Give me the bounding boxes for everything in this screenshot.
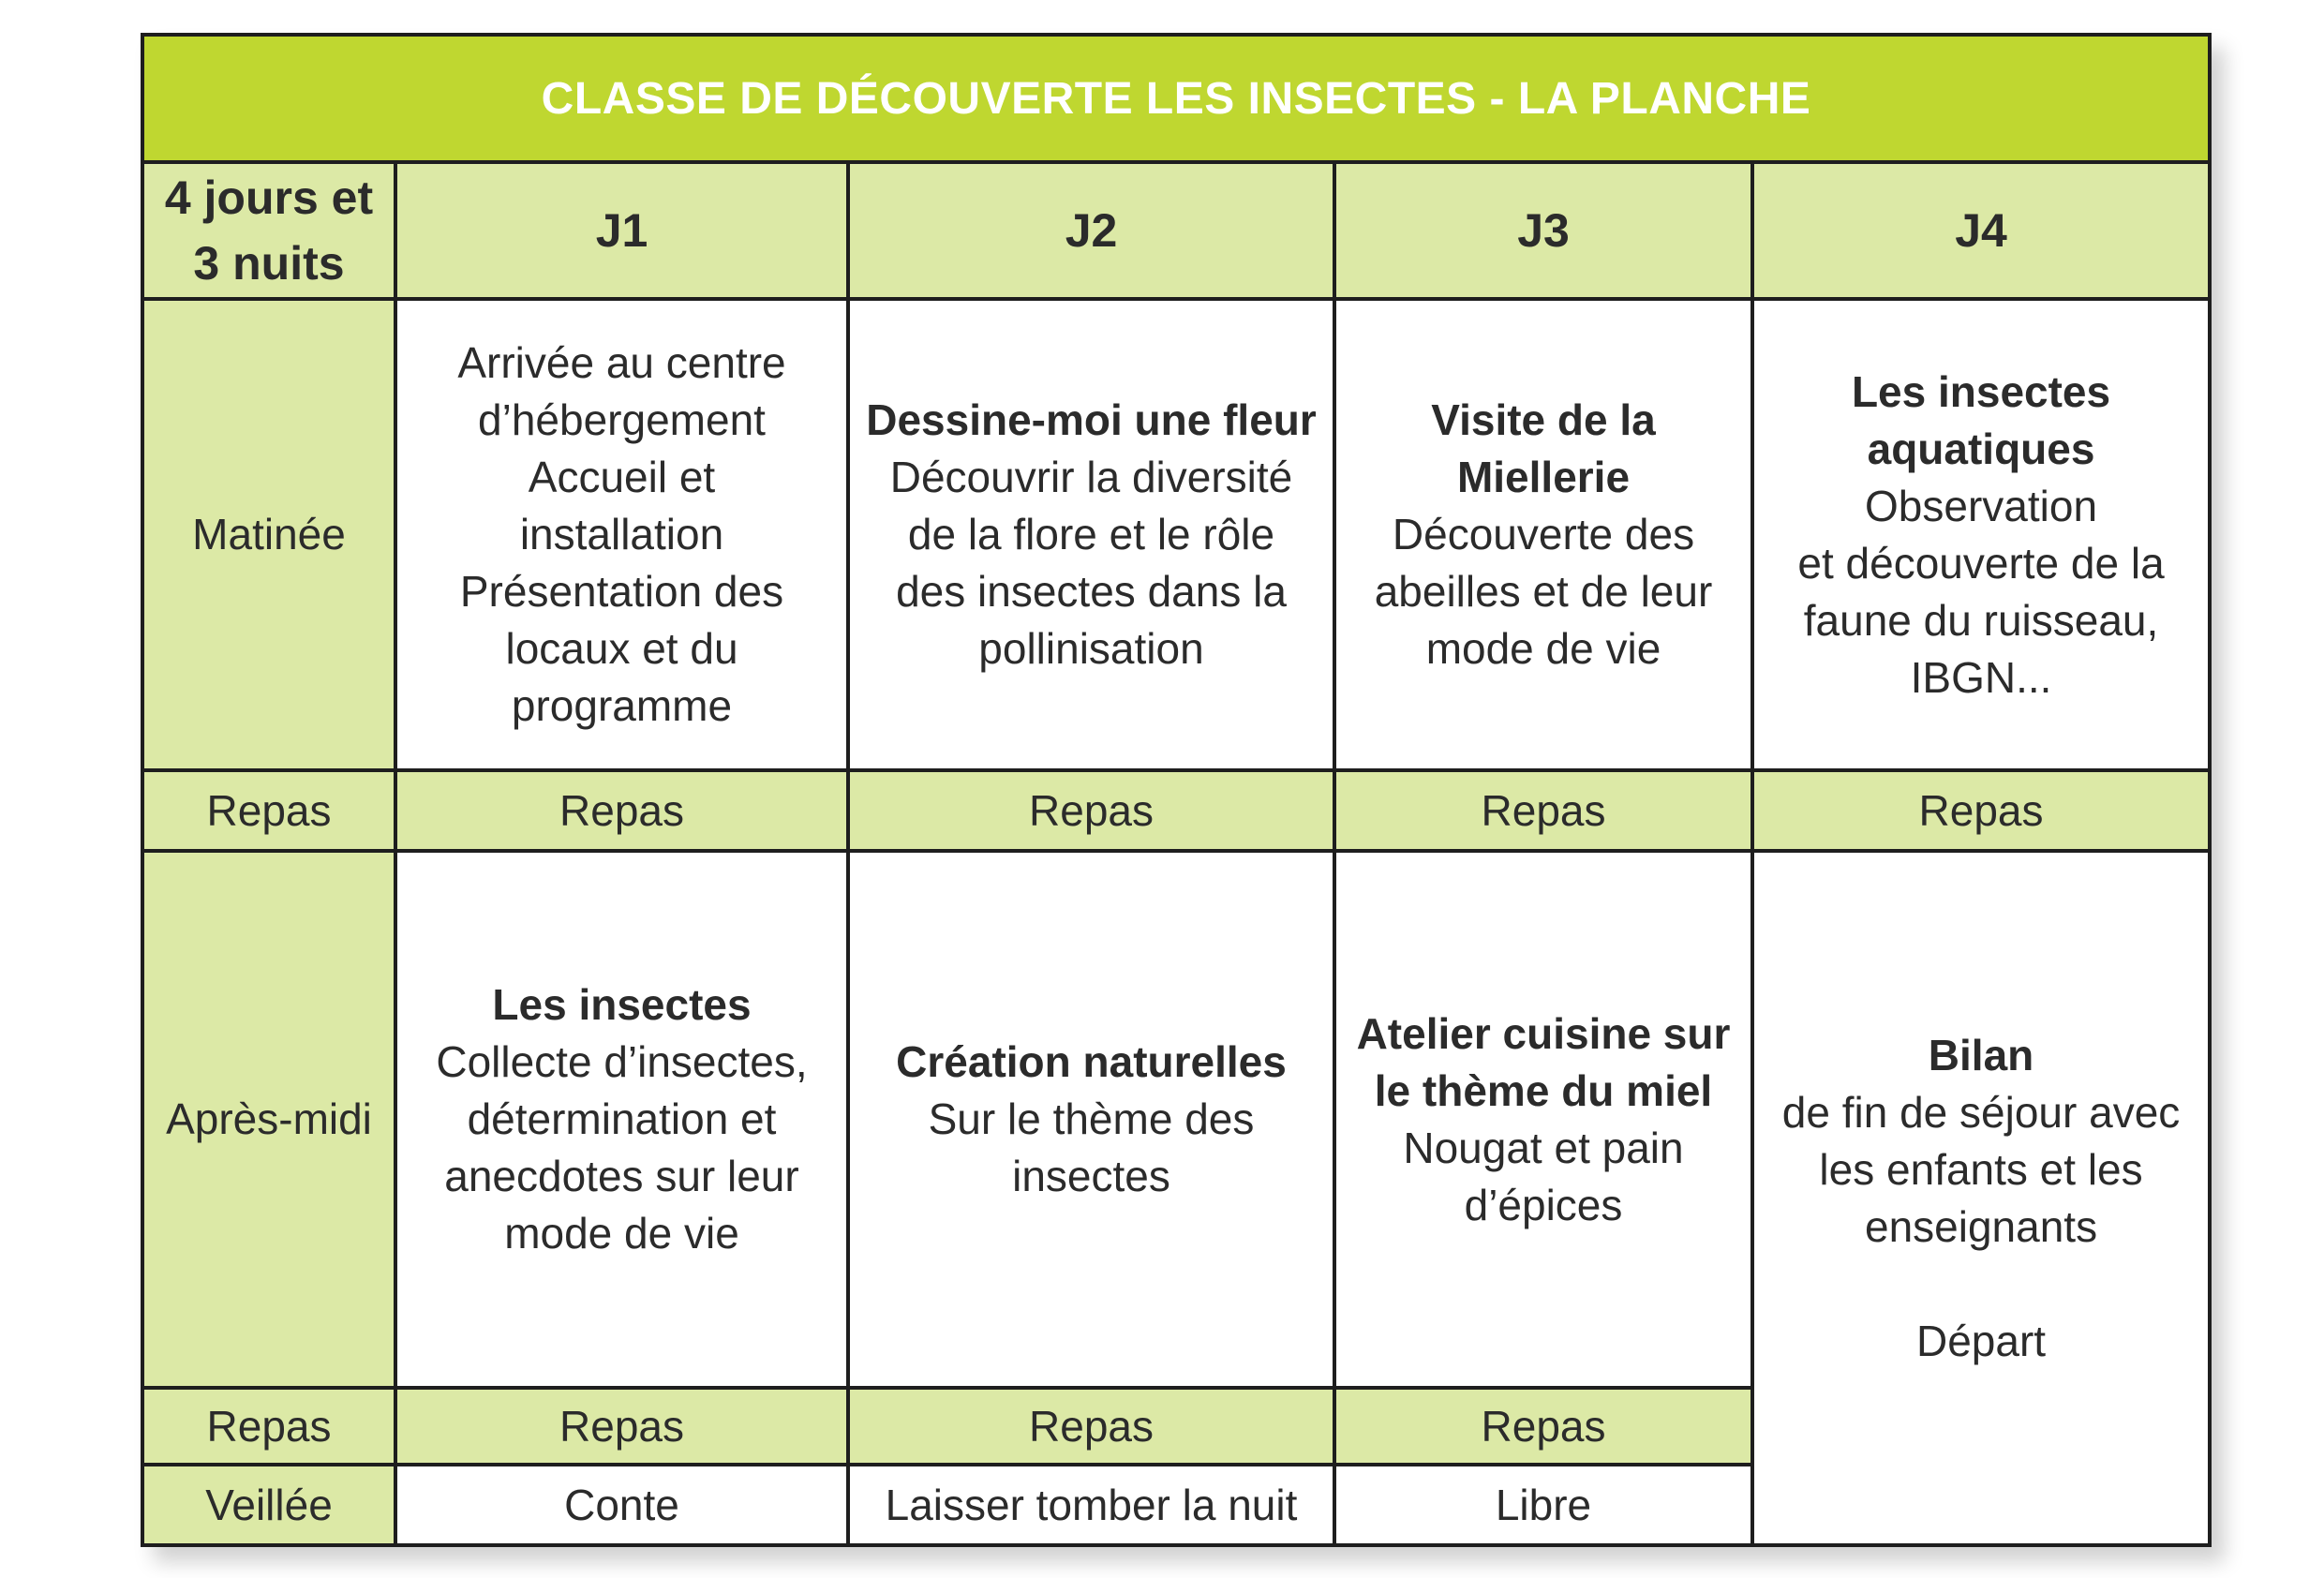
spacer [1767, 1256, 2195, 1313]
activity-line: Présentation des [459, 567, 784, 616]
activity-line: et découverte de la [1797, 538, 2165, 588]
repas-cell: Repas [1752, 770, 2210, 851]
activity-title: Les insectes [1851, 366, 2111, 416]
schedule-table [141, 33, 2212, 1547]
activity-line: mode de vie [1425, 624, 1661, 673]
activity-line: programme [511, 681, 733, 730]
repas-cell: Repas [395, 1388, 848, 1465]
activity-line: mode de vie [504, 1209, 739, 1258]
activity-line: IBGN... [1910, 652, 2052, 702]
matinee-j1-cell [395, 299, 848, 770]
activity-line: Collecte d’insectes, [436, 1037, 808, 1086]
activity-line: pollinisation [978, 624, 1204, 673]
activity-line: Arrivée au centre [457, 338, 786, 387]
row-label-matinee: Matinée [142, 299, 395, 770]
activity-line: les enfants et les [1819, 1144, 2143, 1194]
activity-title: Visite de la [1431, 395, 1656, 444]
day-header-j1: J1 [395, 162, 848, 299]
duration-label-line: 3 nuits [193, 237, 345, 290]
title-row [142, 35, 2210, 162]
activity-title: Miellerie [1456, 453, 1631, 501]
activity-line: de fin de séjour avec [1781, 1087, 2181, 1137]
activity-title: aquatiques [1867, 424, 2095, 473]
activity-title: Atelier cuisine sur [1356, 1008, 1731, 1058]
activity-line: faune du ruisseau, [1803, 595, 2159, 645]
repas-cell: Repas [1334, 1388, 1752, 1465]
apres-midi-j4-cell [1752, 851, 2210, 1545]
activity-line: insectes [1012, 1152, 1170, 1200]
row-label-apres-midi: Après-midi [142, 851, 395, 1388]
row-label-veillee: Veillée [142, 1465, 395, 1545]
activity-line: Nougat et pain [1403, 1123, 1684, 1172]
matinee-j3-cell [1334, 299, 1752, 770]
activity-line: installation [519, 510, 724, 558]
repas-cell: Repas [1334, 770, 1752, 851]
day-header-j2: J2 [848, 162, 1334, 299]
activity-line: des insectes dans la [896, 567, 1287, 616]
activity-line: Sur le thème des [928, 1094, 1255, 1143]
veillee-cell: Laisser tomber la nuit [848, 1465, 1334, 1545]
day-header-j4: J4 [1752, 162, 2210, 299]
activity-title: Les insectes [492, 980, 752, 1029]
apres-midi-j3-cell [1334, 851, 1752, 1388]
activity-line: Découverte des [1392, 510, 1695, 558]
activity-line: anecdotes sur leur [444, 1152, 799, 1200]
repas-cell: Repas [395, 770, 848, 851]
activity-title: Dessine-moi une fleur [866, 395, 1317, 444]
activity-line: d’hébergement [478, 395, 766, 444]
departure-label: Départ [1915, 1316, 2047, 1365]
apres-midi-j1-cell [395, 851, 848, 1388]
activity-title: le thème du miel [1374, 1065, 1713, 1115]
repas-midi-row [142, 770, 2210, 851]
activity-title: Bilan [1928, 1030, 2034, 1079]
activity-line: détermination et [467, 1094, 777, 1143]
duration-label-line: 4 jours et [164, 171, 374, 224]
duration-label [142, 162, 395, 299]
activity-line: locaux et du [505, 624, 738, 673]
matinee-j2-cell [848, 299, 1334, 770]
activity-line: abeilles et de leur [1374, 567, 1713, 616]
activity-line: de la flore et le rôle [907, 510, 1275, 558]
activity-line: Observation [1865, 481, 2098, 530]
activity-line: Accueil et [528, 453, 716, 501]
day-header-j3: J3 [1334, 162, 1752, 299]
activity-line: Découvrir la diversité [889, 453, 1293, 501]
row-label-repas: Repas [142, 770, 395, 851]
matinee-row [142, 299, 2210, 770]
activity-title: Création naturelles [896, 1037, 1287, 1086]
header-row [142, 162, 2210, 299]
table-title: CLASSE DE DÉCOUVERTE LES INSECTES - LA PLANCHE [142, 35, 2210, 162]
row-label-repas: Repas [142, 1388, 395, 1465]
activity-line: d’épices [1464, 1180, 1623, 1229]
repas-cell: Repas [848, 770, 1334, 851]
apres-midi-row [142, 851, 2210, 1388]
repas-cell: Repas [848, 1388, 1334, 1465]
veillee-cell: Libre [1334, 1465, 1752, 1545]
apres-midi-j2-cell [848, 851, 1334, 1388]
veillee-cell: Conte [395, 1465, 848, 1545]
activity-line: enseignants [1864, 1201, 2098, 1251]
matinee-j4-cell [1752, 299, 2210, 770]
